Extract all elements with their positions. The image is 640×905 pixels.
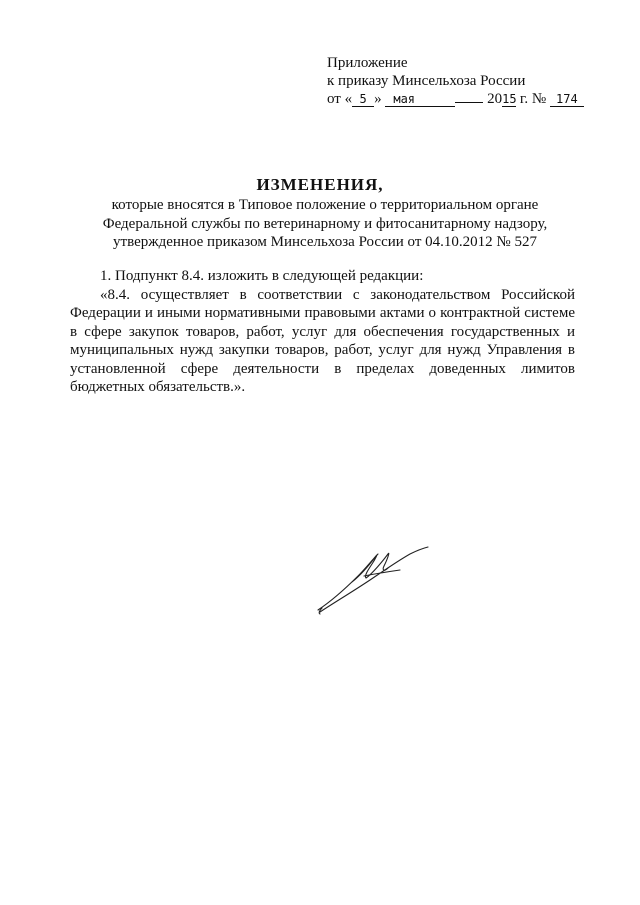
date-blank xyxy=(455,102,483,103)
paragraph-2: «8.4. осуществляет в соответствии с законодательством Российской Федерации и иными нормативными правовыми актами о контрактной системе в сфере закупок товаров, работ, услуг для обеспечения государственных и муниципальных нужд закупки товаров, работ, услуг для нужд Управления в установленной сфере деятельности в пределах доведенных лимитов бюджетных обязательств.». xyxy=(70,286,575,395)
document-body xyxy=(70,267,575,397)
appendix-header xyxy=(327,54,587,108)
date-mid: » xyxy=(374,91,382,107)
appendix-date-line xyxy=(327,90,587,108)
order-number: 174 xyxy=(550,93,584,107)
date-month: мая xyxy=(385,93,455,107)
handwritten-signature-icon xyxy=(312,540,437,620)
subtitle-line-2: Федеральной службы по ветеринарному и фитосанитарному надзору, xyxy=(102,215,548,232)
appendix-order-ref: к приказу Минсельхоза России xyxy=(327,73,526,89)
date-prefix: от « xyxy=(327,91,353,107)
year-suffix: 15 xyxy=(502,92,517,106)
date-day: 5 xyxy=(352,93,374,107)
appendix-label: Приложение xyxy=(327,55,408,71)
subtitle-line-1: которые вносятся в Типовое положение о территориальном органе xyxy=(111,197,539,213)
year-word: г. № xyxy=(519,91,547,107)
subtitle-line-3: утвержденное приказом Минсельхоза России от 04.10.2012 № 527 xyxy=(113,234,537,250)
year-prefix: 20 xyxy=(487,91,503,107)
document-subtitle xyxy=(80,196,570,252)
paragraph-1: 1. Подпункт 8.4. изложить в следующей редакции: xyxy=(100,268,424,284)
document-title: ИЗМЕНЕНИЯ, xyxy=(256,175,384,194)
